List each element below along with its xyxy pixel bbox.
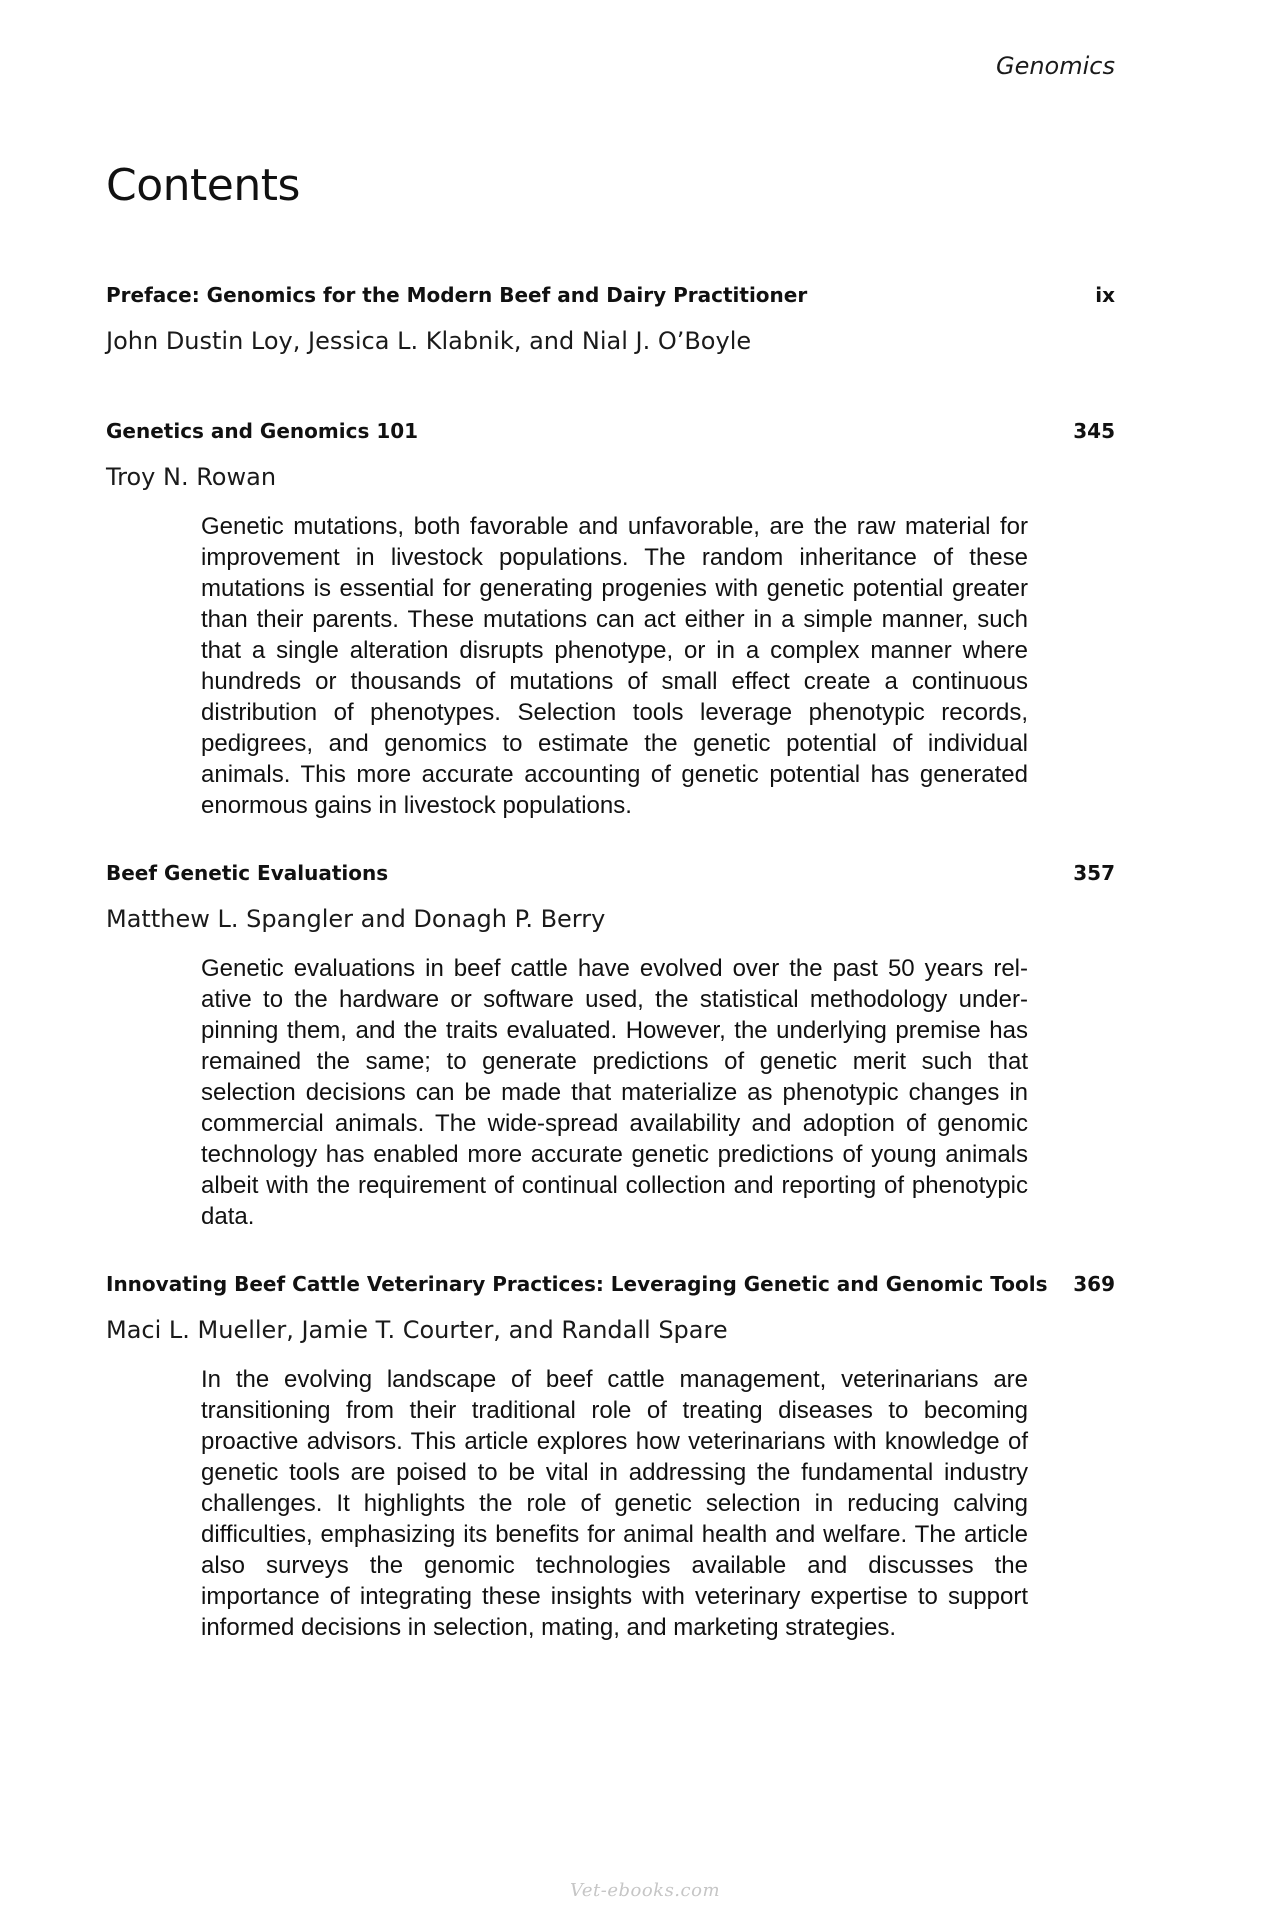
toc-entry-authors: Troy N. Rowan [106,463,277,491]
toc-entry-authors: Maci L. Mueller, Jamie T. Courter, and Randall Spare [106,1316,728,1344]
watermark-logo: Vet-ebooks.com [570,1880,721,1901]
toc-entry-authors: Matthew L. Spangler and Donagh P. Berry [106,905,606,933]
toc-entry-title[interactable]: Innovating Beef Cattle Veterinary Practices: Leveraging Genetic and Genomic Tools [106,1272,1048,1296]
toc-entry-beef-genetic-evaluations [106,861,1115,1232]
toc-entry-title-row [106,419,1115,443]
toc-entry-page-number[interactable]: ix [1095,283,1115,307]
toc-entry-preface [106,283,1115,355]
toc-entry-authors: John Dustin Loy, Jessica L. Klabnik, and Nial J. O’Boyle [106,327,752,355]
toc-entry-abstract: Genetic evaluations in beef cattle have evolved over the past 50 years relative to the hardware or software used, the statistical methodology underpinning them, and the traits evaluated. However, the underlying premise has remained the same; to generate predictions of genetic merit such that selection decisions can be made that materialize as phenotypic changes in commercial animals. The wide-spread availability and adoption of genomic technology has enabled more accurate genetic predictions of young animals albeit with the requirement of continual collection and reporting of phenotypic data. [201,955,1028,1230]
toc-entry-page-number[interactable]: 345 [1073,419,1115,443]
toc-entry-title-row [106,1272,1115,1296]
table-of-contents [106,283,1115,1643]
toc-entry-title[interactable]: Beef Genetic Evaluations [106,861,389,885]
toc-entry-title[interactable]: Preface: Genomics for the Modern Beef and Dairy Practitioner [106,283,808,307]
toc-entry-innovating-beef-cattle [106,1272,1115,1643]
toc-entry-title[interactable]: Genetics and Genomics 101 [106,419,419,443]
toc-entry-abstract: Genetic mutations, both favorable and unfavorable, are the raw material for improvement in livestock populations. The random inheritance of these mutations is essential for generating progenies with genetic potential greater than their parents. These mutations can act either in a simple manner, such that a single alteration disrupts phenotype, or in a complex manner where hundreds or thousands of mutations of small effect create a continuous distribution of phenotypes. Selection tools leverage phenotypic records, pedigrees, and genomics to estimate the genetic potential of individual animals. This more accurate accounting of genetic potential has generated enormous gains in livestock populations. [201,513,1028,819]
toc-entry-title-row [106,861,1115,885]
toc-entry-title-row [106,283,1115,307]
toc-entry-page-number[interactable]: 369 [1073,1272,1115,1296]
page-title: Contents [106,160,300,211]
toc-entry-page-number[interactable]: 357 [1073,861,1115,885]
toc-entry-abstract: In the evolving landscape of beef cattle management, veterinarians are transitioning from their traditional role of treating diseases to becoming proactive advisors. This article explores how veterinarians with knowledge of genetic tools are poised to be vital in addressing the fundamental industry challenges. It highlights the role of genetic selection in reducing calving difficulties, emphasizing its benefits for animal health and welfare. The article also surveys the genomic technologies available and discusses the importance of integrating these insights with veterinary expertise to support informed decisions in selection, mating, and marketing strategies. [201,1366,1028,1641]
toc-entry-genetics-genomics-101 [106,419,1115,821]
running-head: Genomics [995,52,1115,80]
